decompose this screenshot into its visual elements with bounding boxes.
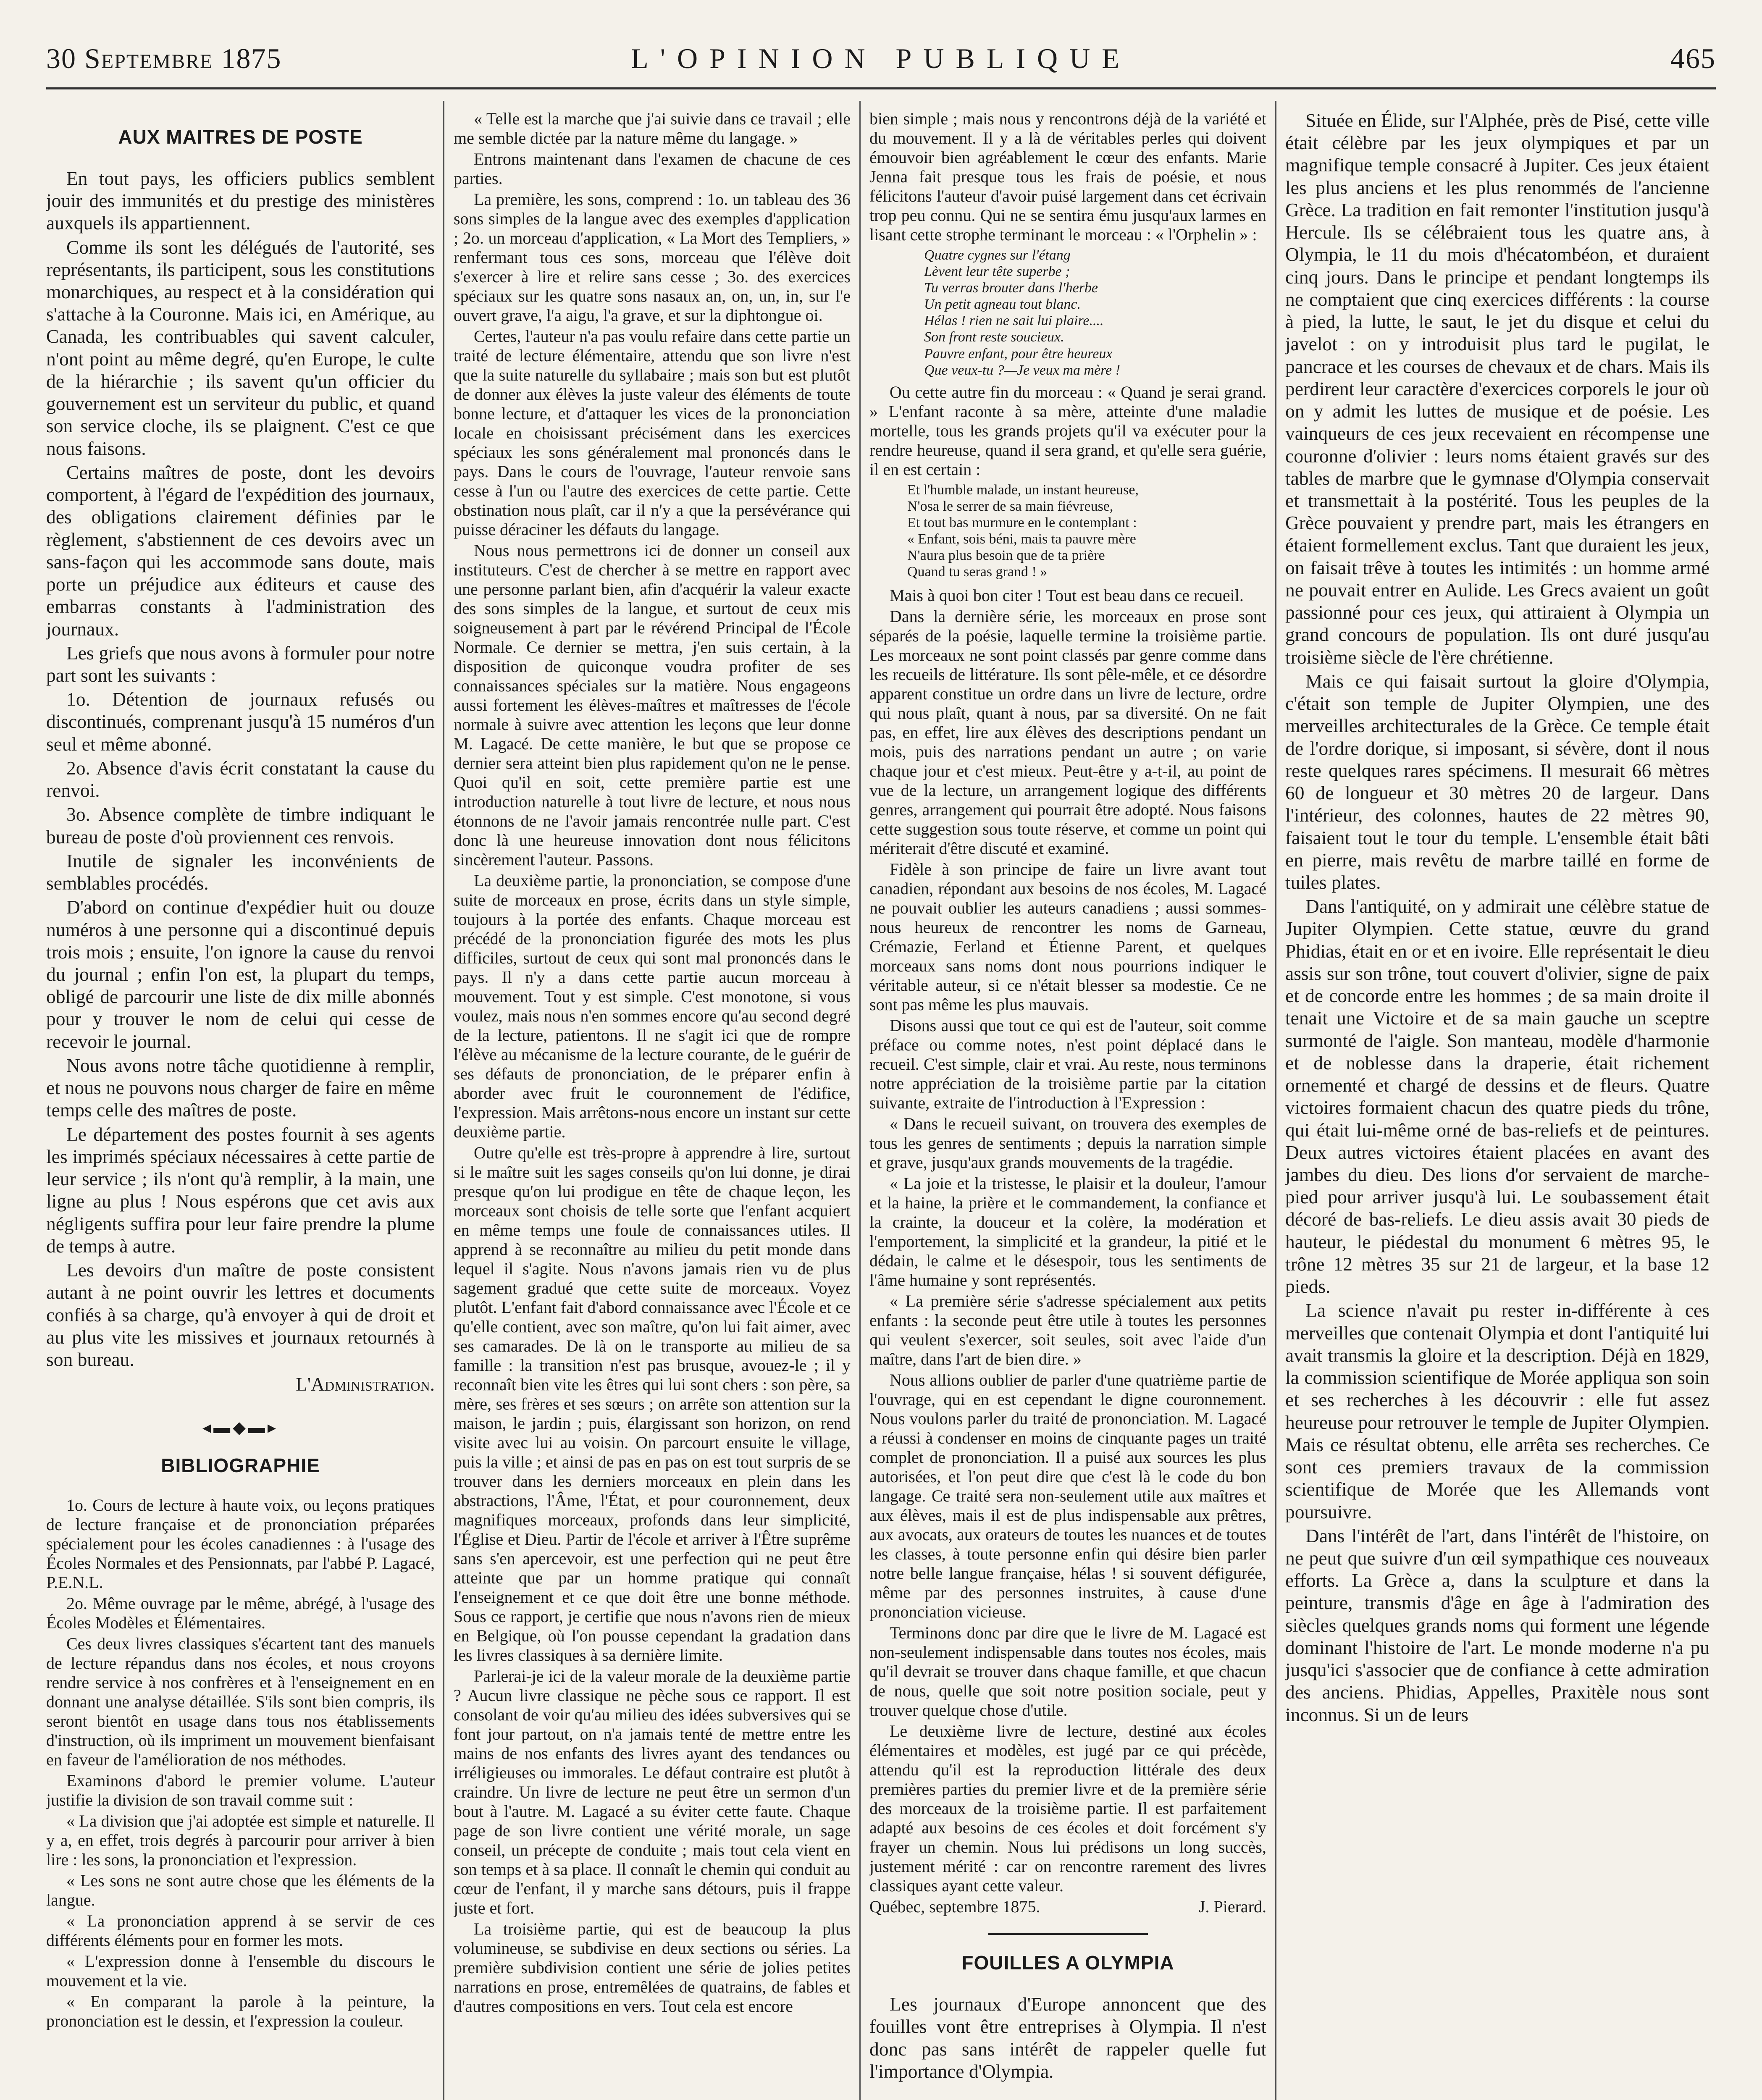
column-4 [1285,109,1709,2100]
paragraph: Nous nous permettrons ici de donner un conseil aux instituteurs. C'est de chercher à se mettre en rapport avec une personne parlant bien, afin d'acquérir la valeur exacte des sons simples de la langue, et surtout de ceux mis soigneusement à part par le révérend Principal de l'École Normale. Ce dernier se mettra, j'en suis certain, à la disposition de quiconque voudra profiter de ses connaissances spéciales sur la matière. Nous engageons aussi fortement les élèves-maîtres et maîtresses de l'école normale à suivre avec attention les leçons que leur donne M. Lagacé. De cette manière, le but que se propose ce dernier sera atteint bien plus rapidement qu'on ne le pense. Quoi qu'il en soit, cette première partie est une introduction naturelle à tout livre de lecture, et nous nous étonnons de ne l'avoir jamais rencontrée nulle part. C'est donc là une heureuse innovation dont nous félicitons sincèrement l'auteur. Passons. [454,541,851,869]
paragraph: Comme ils sont les délégués de l'autorité, ses représentants, ils participent, sous les constitutions monarchiques, au respect et à la considération qui s'attache à la Couronne. Mais ici, en Amérique, au Canada, les contribuables qui savent calculer, n'ont point au même degré, qu'en Europe, le culte de la hiérarchie ; ils savent qu'un officier du gouvernement est un serviteur du public, et quand son service cloche, ils se plaignent. C'est ce que nous faisons. [46,236,435,459]
column-divider [1275,101,1276,2100]
verse-line: Et tout bas murmure en le contemplant : [907,514,1137,530]
verse-line: « Enfant, sois béni, mais ta pauvre mère [907,531,1136,547]
column-divider [443,101,444,2100]
paragraph: Parlerai-je ici de la valeur morale de la deuxième partie ? Aucun livre classique ne pèche sous ce rapport. Il est consolant de voir qu'au milieu des idées subversives qui se font jour partout, on n'a jamais tenté de mettre entre les mains de nos enfants des livres ayant des tendances ou irréligieuses ou immorales. Le défaut contraire est plutôt à craindre. Un livre de lecture ne peut être un sermon d'un bout à l'autre. M. Lagacé a su éviter cette faute. Chaque page de son livre contient une vérité morale, un sage conseil, un précepte de conduite ; mais tout cela vient en son temps et à sa place. Il connaît le chemin qui conduit au cœur de l'enfant, il y marche sans détours, puis il frappe juste et fort. [454,1667,851,1917]
paragraph: La science n'avait pu rester in-différente à ces merveilles que contenait Olympia et dont l'antiquité lui avait transmis la gloire et la description. Déjà en 1829, la commission scientifique de Morée appliqua son soin et ses recherches à les découvrir : elle fut assez heureuse pour retrouver le temple de Jupiter Olympien. Mais ce résultat obtenu, elle arrêta ses recherches. Ce sont ces premiers travaux de la commission scientifique de Morée que les Allemands vont poursuivre. [1285,1299,1709,1522]
paragraph: « La division que j'ai adoptée est simple et naturelle. Il y a, en effet, trois degrés à parcourir pour arriver à bien lire : les sons, la prononciation et l'expression. [46,1811,435,1869]
paragraph: Examinons d'abord le premier volume. L'auteur justifie la division de son travail comme suit : [46,1771,435,1810]
paragraph: La troisième partie, qui est de beaucoup la plus volumineuse, se subdivise en deux sections ou séries. La première subdivision contient une série de jolies petites narrations en prose, entremêlées de quatrains, de fables et d'autres compositions en vers. Tout cela est encore [454,1919,851,2016]
paragraph: Nous allions oublier de parler d'une quatrième partie de l'ouvrage, qui en est cependant le digne couronnement. Nous voulons parler du traité de prononciation. M. Lagacé a réussi à condenser en moins de cinquante pages un traité complet de prononciation. Il a puisé aux sources les plus autorisées, et l'on peut dire que c'est là le code du bon langage. Ce traité sera non-seulement utile aux maîtres et aux élèves, mais il est de plus indispensable aux prêtres, aux avocats, aux orateurs de toutes les nuances et de toutes les classes, à toute personne enfin qui désire bien parler notre belle langue française, hélas ! si souvent défigurée, même par des personnes instruites, à cause d'une prononciation vicieuse. [869,1370,1266,1622]
bibliography-entry: 2o. Même ouvrage par le même, abrégé, à l'usage des Écoles Modèles et Élémentaires. [46,1594,435,1633]
poem-line: Lèvent leur tête superbe ; [924,264,1070,280]
paragraph: Les journaux d'Europe annoncent que des fouilles vont être entreprises à Olympia. Il n'est donc pas sans intérêt de rappeler quelle fut l'importance d'Olympia. [869,1993,1266,2082]
paragraph: Les griefs que nous avons à formuler pour notre part sont les suivants : [46,642,435,686]
paragraph: 3o. Absence complète de timbre indiquant le bureau de poste d'où proviennent ces renvois. [46,803,435,848]
paragraph: Mais ce qui faisait surtout la gloire d'Olympia, c'était son temple de Jupiter Olympien, une des merveilles architecturales de la Grèce. Ce temple était de l'ordre dorique, si imposant, si sévère, dont il nous reste quelques rares spécimens. Il mesurait 66 mètres 60 de longueur et 30 mètres 20 de largeur. Dans l'intérieur, des colonnes, hautes de 22 mètres 90, faisaient tout le tour du temple. L'ensemble était bâti en pierre, mais revêtu de marbre taillé en forme de tuiles plates. [1285,670,1709,893]
verse-line: N'osa le serrer de sa main fiévreuse, [907,498,1113,514]
page-number: 465 [1670,42,1716,74]
paragraph: « Les sons ne sont autre chose que les éléments de la langue. [46,1871,435,1910]
poem-line: Pauvre enfant, pour être heureux [924,346,1113,362]
verse-line: Et l'humble malade, un instant heureuse, [907,482,1139,498]
poem-line: Hélas ! rien ne sait lui plaire.... [924,313,1104,329]
paragraph: Située en Élide, sur l'Alphée, près de Pisé, cette ville était célèbre par les jeux olympiques et par un magnifique temple consacré à Jupiter. Ces jeux étaient les plus anciens et les plus renommés de l'ancienne Grèce. La tradition en fait remonter l'institution jusqu'à Hercule. Ils se célébraient tous les quatre ans, à Olympia, le 11 du mois d'hécatombéon, et duraient cinq jours. Dans le principe et pendant longtemps ils ne comptaient que cinq exercices différents : la course à pied, la lutte, le saut, le jet du disque et celui du javelot : on y introduisit plus tard le pugilat, le pancrace et les courses de chevaux et de chars. Mais ils perdirent leur caractère d'exercices corporels le jour où on y admit les luttes de musique et de poésie. Les vainqueurs de ces jeux recevaient en récompense une couronne d'olivier : leurs noms étaient gravés sur des tables de marbre que le gymnase d'Olympia conservait et transmettait à la postérité. Tous les peuples de la Grèce pouvaient y prendre part, mais les étrangers en étaient formellement exclus. Tant que duraient les jeux, on faisait trêve à toutes les intimités : un homme armé ne pouvait entrer en Aulide. Les Grecs avaient un goût passionné pour ces jeux, qui attiraient à Olympia un grand concours de population. Ils ont duré jusqu'au troisième siècle de l'ère chrétienne. [1285,110,1709,668]
paragraph: Ou cette autre fin du morceau : « Quand je serai grand. » L'enfant raconte à sa mère, atteinte d'une maladie mortelle, tous les grands projets qu'il va exécuter pour la rendre heureuse, quand il sera grand, et qu'elle sera guérie, il en est certain : [869,382,1266,479]
paragraph: Ces deux livres classiques s'écartent tant des manuels de lecture répandus dans nos écoles, et nous croyons rendre service à nos confrères et à l'enseignement en en donnant une analyse détaillée. S'ils sont bien compris, ils seront bientôt en usage dans tous nos établissements d'instruction, où ils impriment un mouvement bienfaisant en faveur de l'amélioration de nos méthodes. [46,1634,435,1769]
header-rule [46,87,1716,89]
paragraph: Outre qu'elle est très-propre à apprendre à lire, surtout si le maître suit les sages conseils qu'on lui donne, je dirai presque qu'on lui prodigue en tête de chaque leçon, les morceaux sont choisis de telle sorte que l'enfant acquiert en même temps une foule de connaissances utiles. Il apprend à se reconnaître au milieu du petit monde dans lequel il s'agite. Nous n'avons jamais rien vu de plus sagement gradué que cette suite de morceaux. Voyez plutôt. L'enfant fait d'abord connaissance avec l'École et ce qu'elle contient, avec son maître, qu'on lui fait aimer, avec ses camarades. De là on le transporte au milieu de sa famille : la transition n'est pas brusque, avouez-le ; il y reconnaît bien vite les êtres qui lui sont chers : son père, sa mère, ses frères et ses sœurs ; on arrête son attention sur la maison, le jardin ; puis, élargissant son horizon, on rend visite avec lui au voisin. On parcourt ensuite le village, puis la ville ; et ainsi de pas en pas on est tout surpris de se trouver dans les derniers morceaux en plein dans les abstractions, l'Âme, l'État, et pour couronnement, deux magnifiques morceaux, profonds dans leur simplicité, l'Église et Dieu. Partir de l'école et arriver à l'Être suprême sans s'en apercevoir, est une perfection qui ne peut être atteinte que par un homme pratique qui connaît l'enseignement et ce que doit être une bonne méthode. Sous ce rapport, je certifie que nous n'avons rien de mieux en Belgique, où l'on pousse cependant la gradation dans les livres classiques à sa dernière limite. [454,1143,851,1664]
paragraph: 1o. Détention de journaux refusés ou discontinués, comprenant jusqu'à 15 numéros d'un seul et même abonné. [46,688,435,755]
paragraph: Disons aussi que tout ce qui est de l'auteur, soit comme préface ou comme notes, n'est point déplacé dans le recueil. C'est simple, clair et vrai. Au reste, nous terminons notre appréciation de la troisième partie par la citation suivante, extraite de l'introduction à l'Expression : [869,1016,1266,1113]
paragraph: Le département des postes fournit à ses agents les imprimés spéciaux nécessaires à cette partie de leur service ; ils n'ont qu'à remplir, à la main, une ligne au plus ! Nous espérons que cet avis aux négligents suffira pour leur faire prendre la plume de temps à autre. [46,1123,435,1257]
paragraph: D'abord on continue d'expédier huit ou douze numéros à une personne qui a discontinué depuis trois mois ; ensuite, l'on ignore la cause du renvoi du journal ; enfin l'on est, la plupart du temps, obligé de parcourir une liste de dix mille abonnés pour y trouver le nom de celui qui cesse de recevoir le journal. [46,896,435,1052]
paragraph: Mais à quoi bon citer ! Tout est beau dans ce recueil. [890,586,1244,605]
verse-line: N'aura plus besoin que de ta prière [907,548,1105,564]
paragraph: Les devoirs d'un maître de poste consistent autant à ne point ouvrir les lettres et documents confiés à sa charge, qu'à envoyer à qui de droit et au plus vite les missives et journaux retournés à son bureau. [46,1259,435,1370]
paragraph: Certains maîtres de poste, dont les devoirs comportent, à l'égard de l'expédition des journaux, des obligations clairement définies par le règlement, s'abstiennent de ces devoirs avec un sans-façon qui les accommode sans doute, mais porte un préjudice aux éditeurs et cause des embarras constants à l'administration des journaux. [46,461,435,640]
section-rule [988,1933,1148,1935]
paragraph: Certes, l'auteur n'a pas voulu refaire dans cette partie un traité de lecture élémentaire, attendu que son livre n'est que la suite naturelle du syllabaire ; mais son but est plutôt de donner aux élèves la juste valeur des éléments de toute bonne lecture, et d'attaquer les vices de la prononciation locale en choisissant précisément dans les exercices spéciaux les sons généralement mal prononcés dans le pays. Dans le cours de l'ouvrage, l'auteur renvoie sans cesse à l'un ou l'autre des exercices de cette partie. Cette obstination nous plaît, car il n'y a que la persévérance qui puisse déraciner les défauts du langage. [454,327,851,539]
paragraph: « L'expression donne à l'ensemble du discours le mouvement et la vie. [46,1952,435,1990]
paragraph: En tout pays, les officiers publics semblent jouir des immunités et du prestige des ministères auxquels ils appartiennent. [46,167,435,234]
column-divider [859,101,861,2100]
paragraph: « La première série s'adresse spécialement aux petits enfants : la seconde peut être utile à toutes les personnes qui veulent s'exercer, soit seules, soit avec l'aide d'un maître, dans l'art de bien dire. » [869,1292,1266,1369]
paragraph: Entrons maintenant dans l'examen de chacune de ces parties. [454,150,851,188]
paragraph: Dans la dernière série, les morceaux en prose sont séparés de la poésie, laquelle termine la troisième partie. Les morceaux ne sont point classés par genre comme dans les recueils de littérature. Ils sont pêle-mêle, et ce désordre apparent constitue un ordre dans un livre de lecture, ordre qui nous plaît, quant à nous, par sa diversité. On ne fait pas, en effet, lire aux élèves des descriptions pendant un mois, puis des narrations pendant un autre ; on varie chaque jour et c'est mieux. Peut-être y a-t-il, au point de vue de la lecture, un arrangement logique des différents genres, arrangement qui pourrait être adopté. Nous faisons cette suggestion sous toute réserve, et comme un point qui mériterait d'être discuté et examiné. [869,607,1266,858]
paragraph: « En comparant la parole à la peinture, la prononciation est le dessin, et l'expression la couleur. [46,1992,435,2031]
verse-line: Quand tu seras grand ! » [907,564,1048,580]
paragraph: Le deuxième livre de lecture, destiné aux écoles élémentaires et modèles, est jugé par ce qui précède, attendu qu'il est la reproduction littérale des deux premières parties du premier livre et de la première série des morceaux de la troisième partie. Il est parfaitement adapté aux besoins de ces écoles et doit forcément s'y frayer un chemin. Nous lui prédisons un long succès, justement mérité : car on rencontre rarement des livres classiques ayant cette valeur. [869,1722,1266,1895]
poem-line: Quatre cygnes sur l'étang [924,247,1071,263]
poem-line: Son front reste soucieux. [924,329,1064,345]
paragraph: bien simple ; mais nous y rencontrons déjà de la variété et du mouvement. Il y a là de véritables perles qui doivent émouvoir bien agréablement le cœur des enfants. Marie Jenna fait presque tous les frais de poésie, et nous félicitons l'auteur d'avoir puisé largement dans cet écrivain trop peu connu. Qui ne se sentira ému jusqu'aux larmes en lisant cette strophe terminant le morceau : « l'Orphelin » : [869,109,1266,244]
article-signature: L'Administration. [296,1373,435,1395]
bibliography-entry: 1o. Cours de lecture à haute voix, ou leçons pratiques de lecture française et de prononciation préparées spécialement pour les écoles canadiennes : à l'usage des Écoles Normales et des Pensionnats, par l'abbé P. Lagacé, P.E.N.L. [46,1496,435,1592]
poem-line: Tu verras brouter dans l'herbe [924,280,1098,296]
newspaper-title: L'OPINION PUBLIQUE [631,42,1131,74]
column-1 [46,109,435,2100]
paragraph: Dans l'antiquité, on y admirait une célèbre statue de Jupiter Olympien. Cette statue, œuvre du grand Phidias, était en or et en ivoire. Elle représentait le dieu assis sur son trône, tout couvert d'olivier, signe de paix et de concorde entre les hommes ; de sa main droite il tenait une Victoire et de sa main gauche un sceptre surmonté de l'aigle. Son manteau, modèle d'harmonie et de noblesse dans la draperie, était richement ornementé et chargé de dessins et de fleurs. Quatre victoires formaient chacun des quatre pieds du trône, qui était lui-même orné de bas-reliefs et de peintures. Deux autres victoires étaient placées en avant des jambes du dieu. Des lions d'or servaient de marche-pied pour arriver jusqu'à lui. Le soubassement était décoré de bas-reliefs. Le dieu assis avait 30 pieds de hauteur, le piédestal du monument 6 mètres 95, le trône 12 mètres 35 sur 21 de largeur, et la base 12 pieds. [1285,895,1709,1297]
column-2 [454,109,851,2100]
paragraph: « La joie et la tristesse, le plaisir et la douleur, l'amour et la haine, la prière et le commandement, la confiance et la crainte, la douceur et la colère, la modération et l'emportement, la simplicité et la grandeur, la pitié et le dédain, le calme et le désespoir, tous les sentiments de l'âme humaine y sont représentés. [869,1174,1266,1290]
paragraph: Inutile de signaler les inconvénients de semblables procédés. [46,850,435,894]
paragraph: « Telle est la marche que j'ai suivie dans ce travail ; elle me semble dictée par la nature même du langage. » [454,109,851,147]
article-heading: AUX MAITRES DE POSTE [118,126,363,148]
paragraph: La première, les sons, comprend : 1o. un tableau des 36 sons simples de la langue avec des exemples d'application ; 2o. un morceau d'application, « La Mort des Templiers, » renfermant tous ces sons, morceau que l'élève doit s'exercer à lire et relire sans cesse ; 3o. des exercices spéciaux sur les quatre sons nasaux an, on, un, in, sur l'e ouvert grave, l'a aigu, l'a grave, et sur la diphtongue oi. [454,190,851,325]
article-signature [869,1897,1266,1916]
paragraph: Fidèle à son principe de faire un livre avant tout canadien, répondant aux besoins de nos écoles, M. Lagacé ne pouvait oublier les auteurs canadiens ; aussi sommes-nous heureux de rencontrer les noms de Garneau, Crémazie, Ferland et Étienne Parent, et quelques morceaux sans noms dont nous pourrions indiquer le véritable auteur, si ce n'était blesser sa modestie. Ce ne sont pas même les plus mauvais. [869,860,1266,1014]
article-heading: FOUILLES A OLYMPIA [961,1952,1174,1974]
poem-quote [924,247,1266,378]
paragraph: Terminons donc par dire que le livre de M. Lagacé est non-seulement indispensable dans toutes nos écoles, mais qu'il devrait se trouver dans chaque famille, et que chacun de nous, quelle que soit notre position sociale, peut y trouver quelque chose d'utile. [869,1623,1266,1720]
paragraph: Nous avons notre tâche quotidienne à remplir, et nous ne pouvons nous charger de faire en même temps celle des maîtres de poste. [46,1054,435,1121]
verse-quote [907,482,1266,580]
signature-place-date: Québec, septembre 1875. [869,1897,1040,1916]
poem-line: Un petit agneau tout blanc. [924,297,1081,312]
signature-name: J. Pierard. [1198,1897,1266,1916]
paragraph: « Dans le recueil suivant, on trouvera des exemples de tous les genres de sentiments ; depuis la narration simple et grave, jusqu'aux grands mouvements de la tragédie. [869,1114,1266,1172]
paragraph: La deuxième partie, la prononciation, se compose d'une suite de morceaux en prose, écrits dans un style simple, toujours à la portée des enfants. Chaque morceau est précédé de la prononciation figurée des mots les plus difficiles, surtout de ceux qui sont mal prononcés dans le pays. Il n'y a dans cette partie aucun morceau à mouvement. Tout y est simple. C'est monotone, si vous voulez, mais nous n'en sommes encore qu'au second degré de la lecture, patientons. Il ne s'agit ici que de rompre l'élève au mécanisme de la lecture courante, de le guérir de ses défauts de prononciation, de le préparer enfin à aborder avec fruit le couronnement de l'édifice, l'expression. Mais arrêtons-nous encore un instant sur cette deuxième partie. [454,871,851,1141]
section-ornament: ◂▬◆▬▸ [202,1418,278,1437]
paragraph: 2o. Absence d'avis écrit constatant la cause du renvoi. [46,757,435,801]
article-heading: BIBLIOGRAPHIE [161,1454,320,1477]
masthead [46,39,1716,85]
issue-date: 30 Septembre 1875 [46,42,282,74]
paragraph: « La prononciation apprend à se servir de ces différents éléments pour en former les mots. [46,1911,435,1950]
column-3 [869,109,1266,2100]
poem-line: Que veux-tu ?—Je veux ma mère ! [924,362,1120,378]
paragraph: Dans l'intérêt de l'art, dans l'intérêt de l'histoire, on ne peut que suivre d'un œil sympathique ces nouveaux efforts. La Grèce a, dans la sculpture et dans la peinture, transmis d'âge en âge à l'admiration des siècles quelques grands noms qui forment une légende dominant l'histoire de l'art. Le monde moderne n'a pu jusqu'ici s'associer que de confiance à cette admiration des anciens. Phidias, Appelles, Praxitèle nous sont inconnus. Si un de leurs [1285,1525,1709,1725]
